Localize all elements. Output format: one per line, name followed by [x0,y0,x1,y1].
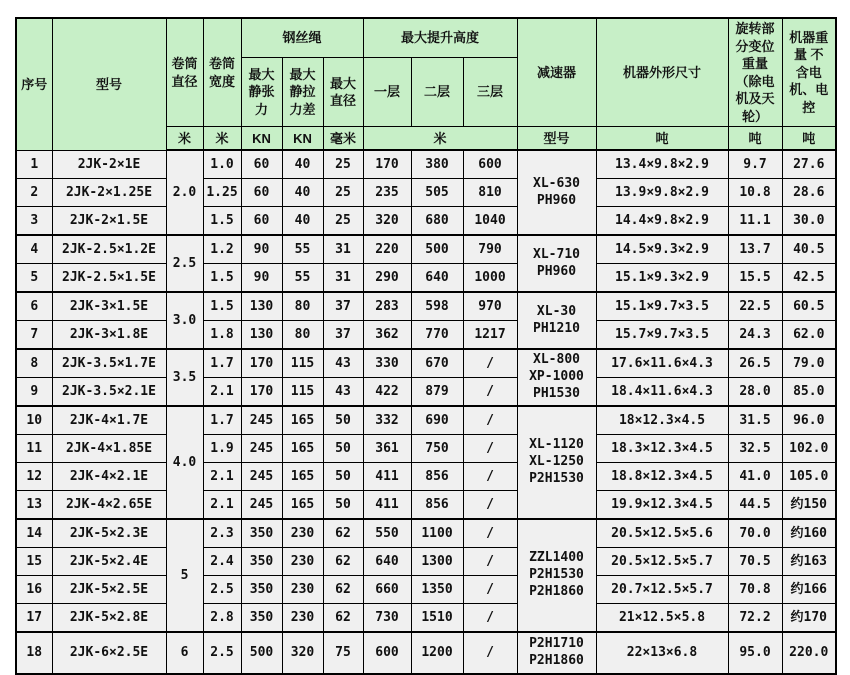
cell-reducer: XL-30 PH1210 [517,292,596,349]
cell-model: 2JK-4×1.7E [52,406,166,435]
cell-layer1: 361 [363,435,411,463]
unit-rotating-weight: 吨 [728,127,782,151]
unit-drum-width: 米 [203,127,241,151]
cell-drum-width: 2.5 [203,576,241,604]
cell-model: 2JK-5×2.4E [52,548,166,576]
cell-dimensions: 20.5×12.5×5.6 [596,519,728,548]
cell-layer1: 660 [363,576,411,604]
cell-max-static-tension: 130 [241,292,282,321]
header-layer2: 二层 [411,57,463,126]
header-max-static-tension-diff: 最大静拉力差 [282,57,323,126]
cell-model: 2JK-4×1.85E [52,435,166,463]
cell-model: 2JK-5×2.3E [52,519,166,548]
cell-reducer: P2H1710 P2H1860 [517,632,596,674]
cell-layer3: / [463,604,517,633]
cell-max-rope-diameter: 37 [323,292,363,321]
cell-model: 2JK-3×1.8E [52,321,166,350]
cell-serial: 17 [16,604,52,633]
table-row [16,519,836,548]
cell-layer2: 856 [411,463,463,491]
cell-reducer: XL-630 PH960 [517,150,596,235]
cell-max-rope-diameter: 50 [323,491,363,520]
cell-layer1: 170 [363,150,411,179]
cell-layer1: 422 [363,378,411,407]
cell-max-static-tension: 245 [241,463,282,491]
table-row [16,292,836,321]
cell-machine-weight: 79.0 [782,349,836,378]
cell-machine-weight: 85.0 [782,378,836,407]
cell-max-static-tension-diff: 80 [282,321,323,350]
cell-layer2: 505 [411,179,463,207]
table-row [16,435,836,463]
table-row [16,150,836,179]
table-row [16,576,836,604]
header-model: 型号 [52,18,166,150]
cell-serial: 12 [16,463,52,491]
cell-max-static-tension-diff: 230 [282,519,323,548]
header-max-rope-diameter: 最大直径 [323,57,363,126]
cell-machine-weight: 42.5 [782,264,836,293]
cell-model: 2JK-4×2.65E [52,491,166,520]
cell-layer1: 411 [363,491,411,520]
cell-max-static-tension-diff: 230 [282,604,323,633]
cell-max-static-tension-diff: 55 [282,264,323,293]
header-wire-rope-group: 钢丝绳 [241,18,363,57]
cell-reducer: XL-710 PH960 [517,235,596,292]
cell-max-static-tension-diff: 40 [282,150,323,179]
cell-machine-weight: 约163 [782,548,836,576]
cell-drum-diameter: 4.0 [166,406,203,519]
cell-max-rope-diameter: 25 [323,207,363,236]
cell-layer3: 790 [463,235,517,264]
cell-machine-weight: 28.6 [782,179,836,207]
unit-drum-diameter: 米 [166,127,203,151]
cell-machine-weight: 96.0 [782,406,836,435]
cell-drum-diameter: 6 [166,632,203,674]
cell-layer3: / [463,406,517,435]
cell-layer2: 750 [411,435,463,463]
cell-layer3: / [463,349,517,378]
cell-layer2: 598 [411,292,463,321]
cell-layer3: / [463,463,517,491]
cell-rotating-weight: 9.7 [728,150,782,179]
cell-serial: 15 [16,548,52,576]
unit-tension-diff: KN [282,127,323,151]
cell-dimensions: 18.3×12.3×4.5 [596,435,728,463]
cell-serial: 9 [16,378,52,407]
cell-max-rope-diameter: 25 [323,179,363,207]
cell-serial: 7 [16,321,52,350]
cell-dimensions: 18×12.3×4.5 [596,406,728,435]
cell-dimensions: 18.4×11.6×4.3 [596,378,728,407]
cell-max-rope-diameter: 62 [323,548,363,576]
cell-layer1: 730 [363,604,411,633]
cell-layer2: 680 [411,207,463,236]
table-row [16,349,836,378]
cell-max-rope-diameter: 62 [323,604,363,633]
cell-layer3: 600 [463,150,517,179]
cell-rotating-weight: 70.5 [728,548,782,576]
header-machine-weight: 机器重量 不含电机、电控 [782,18,836,127]
cell-serial: 14 [16,519,52,548]
cell-dimensions: 18.8×12.3×4.5 [596,463,728,491]
cell-serial: 18 [16,632,52,674]
cell-drum-width: 1.9 [203,435,241,463]
cell-layer2: 690 [411,406,463,435]
table-row [16,378,836,407]
cell-drum-width: 2.5 [203,632,241,674]
cell-drum-width: 1.2 [203,235,241,264]
cell-model: 2JK-2.5×1.2E [52,235,166,264]
cell-layer3: / [463,548,517,576]
cell-layer1: 600 [363,632,411,674]
cell-layer1: 640 [363,548,411,576]
cell-serial: 5 [16,264,52,293]
cell-layer1: 290 [363,264,411,293]
cell-layer3: / [463,491,517,520]
unit-reducer: 型号 [517,127,596,151]
cell-max-static-tension-diff: 80 [282,292,323,321]
cell-max-static-tension: 60 [241,179,282,207]
cell-machine-weight: 27.6 [782,150,836,179]
cell-max-static-tension: 350 [241,604,282,633]
cell-max-static-tension: 130 [241,321,282,350]
cell-layer1: 411 [363,463,411,491]
cell-max-static-tension: 90 [241,235,282,264]
cell-rotating-weight: 10.8 [728,179,782,207]
cell-drum-width: 1.7 [203,406,241,435]
cell-layer2: 1350 [411,576,463,604]
table-row [16,406,836,435]
cell-max-static-tension-diff: 40 [282,179,323,207]
cell-max-static-tension: 245 [241,491,282,520]
cell-drum-width: 1.25 [203,179,241,207]
cell-rotating-weight: 15.5 [728,264,782,293]
cell-max-rope-diameter: 50 [323,406,363,435]
cell-serial: 11 [16,435,52,463]
cell-max-static-tension: 245 [241,435,282,463]
cell-max-static-tension: 170 [241,349,282,378]
cell-machine-weight: 约160 [782,519,836,548]
cell-layer3: 810 [463,179,517,207]
table-body [16,150,836,674]
cell-max-rope-diameter: 50 [323,463,363,491]
cell-drum-diameter: 3.0 [166,292,203,349]
cell-dimensions: 13.4×9.8×2.9 [596,150,728,179]
cell-layer3: 1000 [463,264,517,293]
cell-drum-width: 1.7 [203,349,241,378]
cell-rotating-weight: 70.8 [728,576,782,604]
cell-layer2: 640 [411,264,463,293]
cell-max-rope-diameter: 31 [323,264,363,293]
cell-serial: 2 [16,179,52,207]
cell-max-static-tension-diff: 230 [282,576,323,604]
unit-dimensions: 吨 [596,127,728,151]
cell-serial: 16 [16,576,52,604]
cell-model: 2JK-2.5×1.5E [52,264,166,293]
cell-max-rope-diameter: 62 [323,576,363,604]
cell-dimensions: 13.9×9.8×2.9 [596,179,728,207]
cell-max-static-tension-diff: 115 [282,378,323,407]
cell-layer3: / [463,576,517,604]
cell-machine-weight: 105.0 [782,463,836,491]
cell-dimensions: 19.9×12.3×4.5 [596,491,728,520]
cell-rotating-weight: 11.1 [728,207,782,236]
cell-model: 2JK-5×2.8E [52,604,166,633]
cell-layer3: / [463,378,517,407]
cell-max-static-tension: 350 [241,548,282,576]
cell-layer1: 362 [363,321,411,350]
cell-reducer: XL-800 XP-1000 PH1530 [517,349,596,406]
header-max-lift-group: 最大提升高度 [363,18,517,57]
cell-dimensions: 20.5×12.5×5.7 [596,548,728,576]
unit-lift-height: 米 [363,127,517,151]
cell-model: 2JK-3×1.5E [52,292,166,321]
header-rotating-weight: 旋转部分变位重量（除电机及天轮） [728,18,782,127]
cell-dimensions: 17.6×11.6×4.3 [596,349,728,378]
cell-model: 2JK-5×2.5E [52,576,166,604]
header-layer1: 一层 [363,57,411,126]
cell-layer1: 235 [363,179,411,207]
header-drum-width: 卷筒宽度 [203,18,241,127]
cell-layer1: 283 [363,292,411,321]
cell-layer3: 1217 [463,321,517,350]
cell-serial: 3 [16,207,52,236]
cell-layer3: / [463,435,517,463]
cell-drum-width: 1.5 [203,264,241,293]
cell-max-static-tension-diff: 55 [282,235,323,264]
cell-machine-weight: 约166 [782,576,836,604]
cell-layer2: 1300 [411,548,463,576]
header-layer3: 三层 [463,57,517,126]
header-dimensions: 机器外形尺寸 [596,18,728,127]
table-row [16,179,836,207]
cell-drum-diameter: 2.0 [166,150,203,235]
cell-drum-diameter: 2.5 [166,235,203,292]
cell-layer2: 1200 [411,632,463,674]
cell-drum-width: 2.1 [203,378,241,407]
cell-rotating-weight: 41.0 [728,463,782,491]
cell-layer3: 970 [463,292,517,321]
cell-max-static-tension: 90 [241,264,282,293]
cell-machine-weight: 30.0 [782,207,836,236]
table-row [16,207,836,236]
header-reducer: 减速器 [517,18,596,127]
cell-drum-diameter: 3.5 [166,349,203,406]
header-row-groups [16,18,836,57]
cell-model: 2JK-2×1E [52,150,166,179]
table-row [16,632,836,674]
cell-layer1: 550 [363,519,411,548]
cell-machine-weight: 62.0 [782,321,836,350]
header-max-static-tension: 最大静张力 [241,57,282,126]
cell-rotating-weight: 28.0 [728,378,782,407]
unit-rope-diameter: 毫米 [323,127,363,151]
cell-machine-weight: 40.5 [782,235,836,264]
cell-layer2: 856 [411,491,463,520]
cell-max-static-tension: 170 [241,378,282,407]
cell-drum-width: 2.3 [203,519,241,548]
table-row [16,548,836,576]
cell-max-rope-diameter: 43 [323,349,363,378]
cell-dimensions: 22×13×6.8 [596,632,728,674]
cell-max-rope-diameter: 31 [323,235,363,264]
cell-drum-width: 2.4 [203,548,241,576]
unit-machine-weight: 吨 [782,127,836,151]
cell-dimensions: 20.7×12.5×5.7 [596,576,728,604]
cell-model: 2JK-3.5×1.7E [52,349,166,378]
cell-max-rope-diameter: 37 [323,321,363,350]
cell-layer1: 320 [363,207,411,236]
cell-model: 2JK-4×2.1E [52,463,166,491]
cell-serial: 10 [16,406,52,435]
cell-rotating-weight: 13.7 [728,235,782,264]
cell-layer1: 332 [363,406,411,435]
cell-model: 2JK-3.5×2.1E [52,378,166,407]
cell-serial: 13 [16,491,52,520]
cell-dimensions: 15.7×9.7×3.5 [596,321,728,350]
table-row [16,604,836,633]
table-row [16,264,836,293]
cell-drum-width: 1.5 [203,292,241,321]
cell-rotating-weight: 44.5 [728,491,782,520]
cell-layer3: / [463,632,517,674]
cell-dimensions: 15.1×9.3×2.9 [596,264,728,293]
cell-layer1: 220 [363,235,411,264]
cell-machine-weight: 102.0 [782,435,836,463]
cell-dimensions: 21×12.5×5.8 [596,604,728,633]
cell-max-static-tension-diff: 165 [282,491,323,520]
cell-layer2: 1100 [411,519,463,548]
cell-layer1: 330 [363,349,411,378]
cell-rotating-weight: 72.2 [728,604,782,633]
cell-rotating-weight: 95.0 [728,632,782,674]
cell-layer3: / [463,519,517,548]
cell-rotating-weight: 22.5 [728,292,782,321]
cell-model: 2JK-2×1.5E [52,207,166,236]
cell-reducer: XL-1120 XL-1250 P2H1530 [517,406,596,519]
cell-drum-width: 2.1 [203,463,241,491]
cell-layer2: 770 [411,321,463,350]
cell-max-static-tension-diff: 165 [282,463,323,491]
cell-reducer: ZZL1400 P2H1530 P2H1860 [517,519,596,632]
cell-drum-width: 2.1 [203,491,241,520]
cell-layer2: 670 [411,349,463,378]
cell-rotating-weight: 32.5 [728,435,782,463]
cell-max-static-tension: 60 [241,150,282,179]
cell-max-rope-diameter: 75 [323,632,363,674]
cell-rotating-weight: 70.0 [728,519,782,548]
cell-serial: 8 [16,349,52,378]
cell-dimensions: 15.1×9.7×3.5 [596,292,728,321]
cell-max-static-tension-diff: 165 [282,406,323,435]
cell-max-static-tension: 60 [241,207,282,236]
cell-layer2: 380 [411,150,463,179]
table-row [16,463,836,491]
cell-max-static-tension-diff: 165 [282,435,323,463]
cell-max-static-tension: 350 [241,576,282,604]
unit-tension: KN [241,127,282,151]
cell-dimensions: 14.5×9.3×2.9 [596,235,728,264]
table-row [16,321,836,350]
cell-machine-weight: 60.5 [782,292,836,321]
cell-drum-width: 2.8 [203,604,241,633]
cell-layer3: 1040 [463,207,517,236]
table-header [16,18,836,150]
cell-max-static-tension-diff: 320 [282,632,323,674]
cell-max-static-tension: 500 [241,632,282,674]
cell-model: 2JK-2×1.25E [52,179,166,207]
header-serial: 序号 [16,18,52,150]
cell-model: 2JK-6×2.5E [52,632,166,674]
cell-serial: 6 [16,292,52,321]
cell-max-rope-diameter: 43 [323,378,363,407]
cell-max-static-tension: 245 [241,406,282,435]
cell-max-static-tension: 350 [241,519,282,548]
cell-max-rope-diameter: 25 [323,150,363,179]
cell-machine-weight: 220.0 [782,632,836,674]
cell-dimensions: 14.4×9.8×2.9 [596,207,728,236]
cell-drum-width: 1.0 [203,150,241,179]
cell-rotating-weight: 26.5 [728,349,782,378]
cell-serial: 1 [16,150,52,179]
cell-serial: 4 [16,235,52,264]
table-row [16,491,836,520]
table-row [16,235,836,264]
cell-max-rope-diameter: 50 [323,435,363,463]
cell-rotating-weight: 24.3 [728,321,782,350]
cell-drum-width: 1.5 [203,207,241,236]
cell-drum-width: 1.8 [203,321,241,350]
cell-rotating-weight: 31.5 [728,406,782,435]
cell-layer2: 500 [411,235,463,264]
cell-max-rope-diameter: 62 [323,519,363,548]
header-drum-diameter: 卷筒直径 [166,18,203,127]
cell-max-static-tension-diff: 115 [282,349,323,378]
spec-table [15,17,837,675]
cell-layer2: 879 [411,378,463,407]
cell-layer2: 1510 [411,604,463,633]
cell-machine-weight: 约170 [782,604,836,633]
cell-machine-weight: 约150 [782,491,836,520]
cell-max-static-tension-diff: 40 [282,207,323,236]
cell-drum-diameter: 5 [166,519,203,632]
cell-max-static-tension-diff: 230 [282,548,323,576]
